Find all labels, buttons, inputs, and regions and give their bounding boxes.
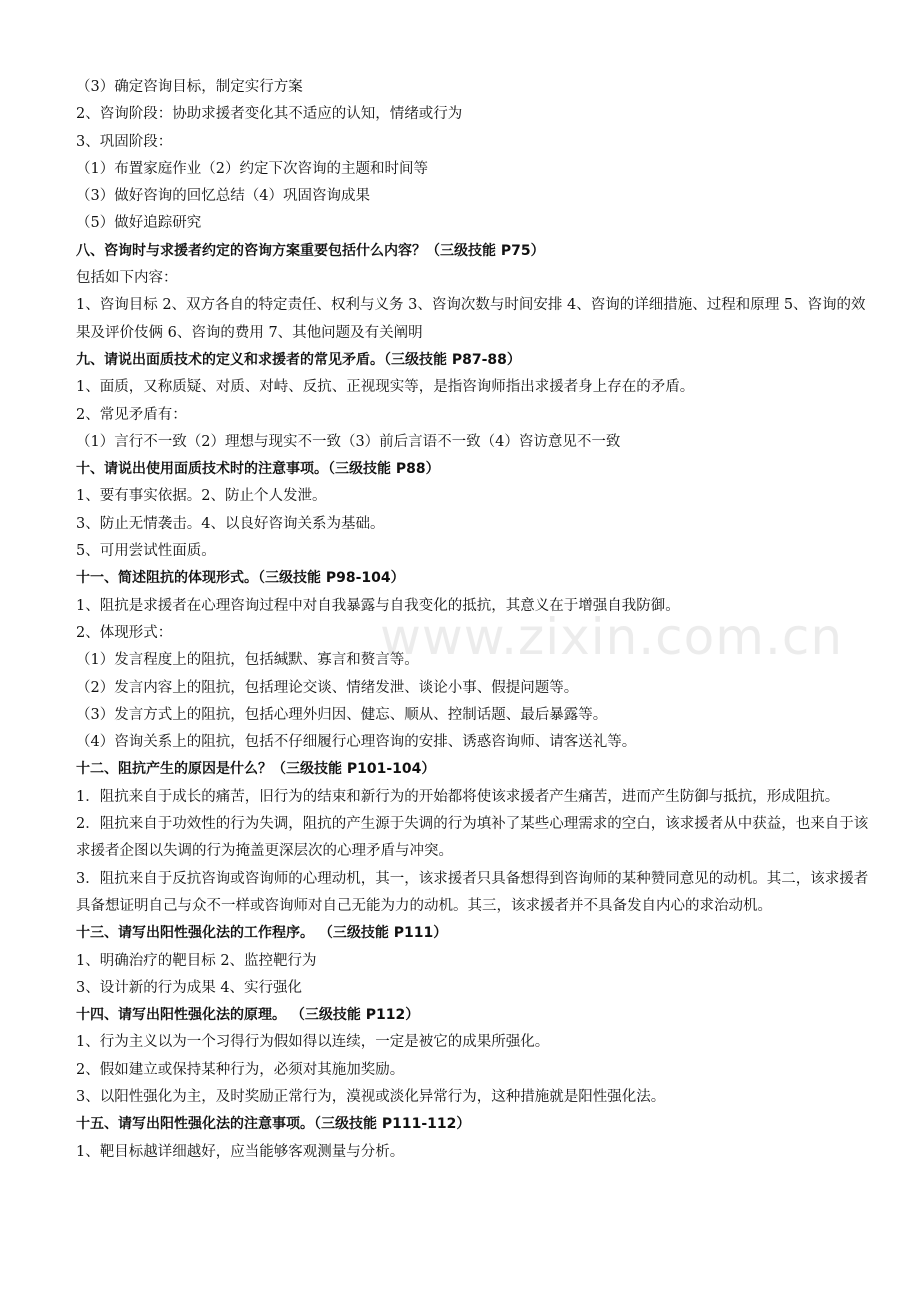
section-heading: 十一、简述阻抗的体现形式。（三级技能 P98-104） (76, 570, 405, 587)
paragraph: （2）发言内容上的阻抗，包括理论交谈、情绪发泄、谈论小事、假提问题等。 (76, 679, 579, 696)
paragraph: （5）做好追踪研究 (76, 215, 202, 232)
paragraph: 1、咨询目标 2、双方各自的特定责任、权利与义务 3、咨询次数与时间安排 4、咨询的详细措施、过程和原理 5、咨询的效果及评价伎俩 6、咨询的费用 7、其他问题及有关阐明 (76, 297, 866, 341)
paragraph: 3、巩固阶段： (76, 133, 173, 150)
paragraph: （3）做好咨询的回忆总结（4）巩固咨询成果 (76, 188, 370, 205)
paragraph: 1．阻抗来自于成长的痛苦，旧行为的结束和新行为的开始都将使该求援者产生痛苦，进而产生防御与抵抗，形成阻抗。 (76, 788, 840, 805)
paragraph: 2、体现形式： (76, 624, 173, 641)
section-heading: 十三、请写出阳性强化法的工作程序。 （三级技能 P111） (76, 925, 448, 942)
paragraph: （1）布置家庭作业（2）约定下次咨询的主题和时间等 (76, 160, 428, 177)
paragraph: （1）发言程度上的阻抗，包括缄默、寡言和赘言等。 (76, 652, 419, 669)
paragraph: 2、假如建立或保持某种行为，必须对其施加奖励。 (76, 1061, 405, 1078)
paragraph: 3、设计新的行为成果 4、实行强化 (76, 979, 303, 996)
paragraph: 1、行为主义以为一个习得行为假如得以连续，一定是被它的成果所强化。 (76, 1034, 550, 1051)
paragraph: 包括如下内容： (76, 270, 178, 287)
paragraph: 1、靶目标越详细越好，应当能够客观测量与分析。 (76, 1143, 405, 1160)
paragraph: 1、阻抗是求援者在心理咨询过程中对自我暴露与自我变化的抵抗，其意义在于增强自我防御。 (76, 597, 680, 614)
paragraph: 3、防止无情袭击。4、以良好咨询关系为基础。 (76, 515, 385, 532)
paragraph: 1、明确治疗的靶目标 2、监控靶行为 (76, 952, 317, 969)
paragraph: 1、面质，又称质疑、对质、对峙、反抗、正视现实等，是指咨询师指出求援者身上存在的矛盾。 (76, 379, 695, 396)
section-heading: 十二、阻抗产生的原因是什么？（三级技能 P101-104） (76, 761, 436, 778)
paragraph: 2、常见矛盾有： (76, 406, 187, 423)
paragraph: 3．阻抗来自于反抗咨询或咨询师的心理动机，其一，该求援者只具备想得到咨询师的某种赞同意见的动机。其二，该求援者具备想证明自己与众不一样或咨询师对自己无能为力的动机。其三，该求援者并不具备发自内心的求治动机。 (76, 870, 869, 914)
paragraph: （3）确定咨询目标，制定实行方案 (76, 79, 303, 95)
paragraph: 2、咨询阶段：协助求援者变化其不适应的认知，情绪或行为 (76, 106, 463, 123)
paragraph: 5、可用尝试性面质。 (76, 543, 216, 560)
document-body (76, 74, 876, 1166)
watermark: www.zixin.com.cn (380, 608, 844, 666)
paragraph: （1）言行不一致（2）理想与现实不一致（3）前后言语不一致（4）咨访意见不一致 (76, 433, 621, 450)
paragraph: 2．阻抗来自于功效性的行为失调，阻抗的产生源于失调的行为填补了某些心理需求的空白，该求援者从中获益，也来自于该求援者企图以失调的行为掩盖更深层次的心理矛盾与冲突。 (76, 816, 869, 860)
section-heading: 八、咨询时与求援者约定的咨询方案重要包括什么内容？（三级技能 P75） (76, 242, 545, 259)
section-heading: 十四、请写出阳性强化法的原理。 （三级技能 P112） (76, 1007, 420, 1024)
paragraph: 3、以阳性强化为主，及时奖励正常行为，漠视或淡化异常行为，这种措施就是阳性强化法。 (76, 1088, 666, 1105)
paragraph: 1、要有事实依据。2、防止个人发泄。 (76, 488, 327, 505)
section-heading: 十五、请写出阳性强化法的注意事项。（三级技能 P111-112） (76, 1116, 471, 1133)
section-heading: 九、请说出面质技术的定义和求援者的常见矛盾。（三级技能 P87-88） (76, 351, 521, 368)
paragraph: （3）发言方式上的阻抗，包括心理外归因、健忘、顺从、控制话题、最后暴露等。 (76, 706, 608, 723)
paragraph: （4）咨询关系上的阻抗，包括不仔细履行心理咨询的安排、诱惑咨询师、请客送礼等。 (76, 734, 637, 751)
section-heading: 十、请说出使用面质技术时的注意事项。（三级技能 P88） (76, 461, 440, 478)
